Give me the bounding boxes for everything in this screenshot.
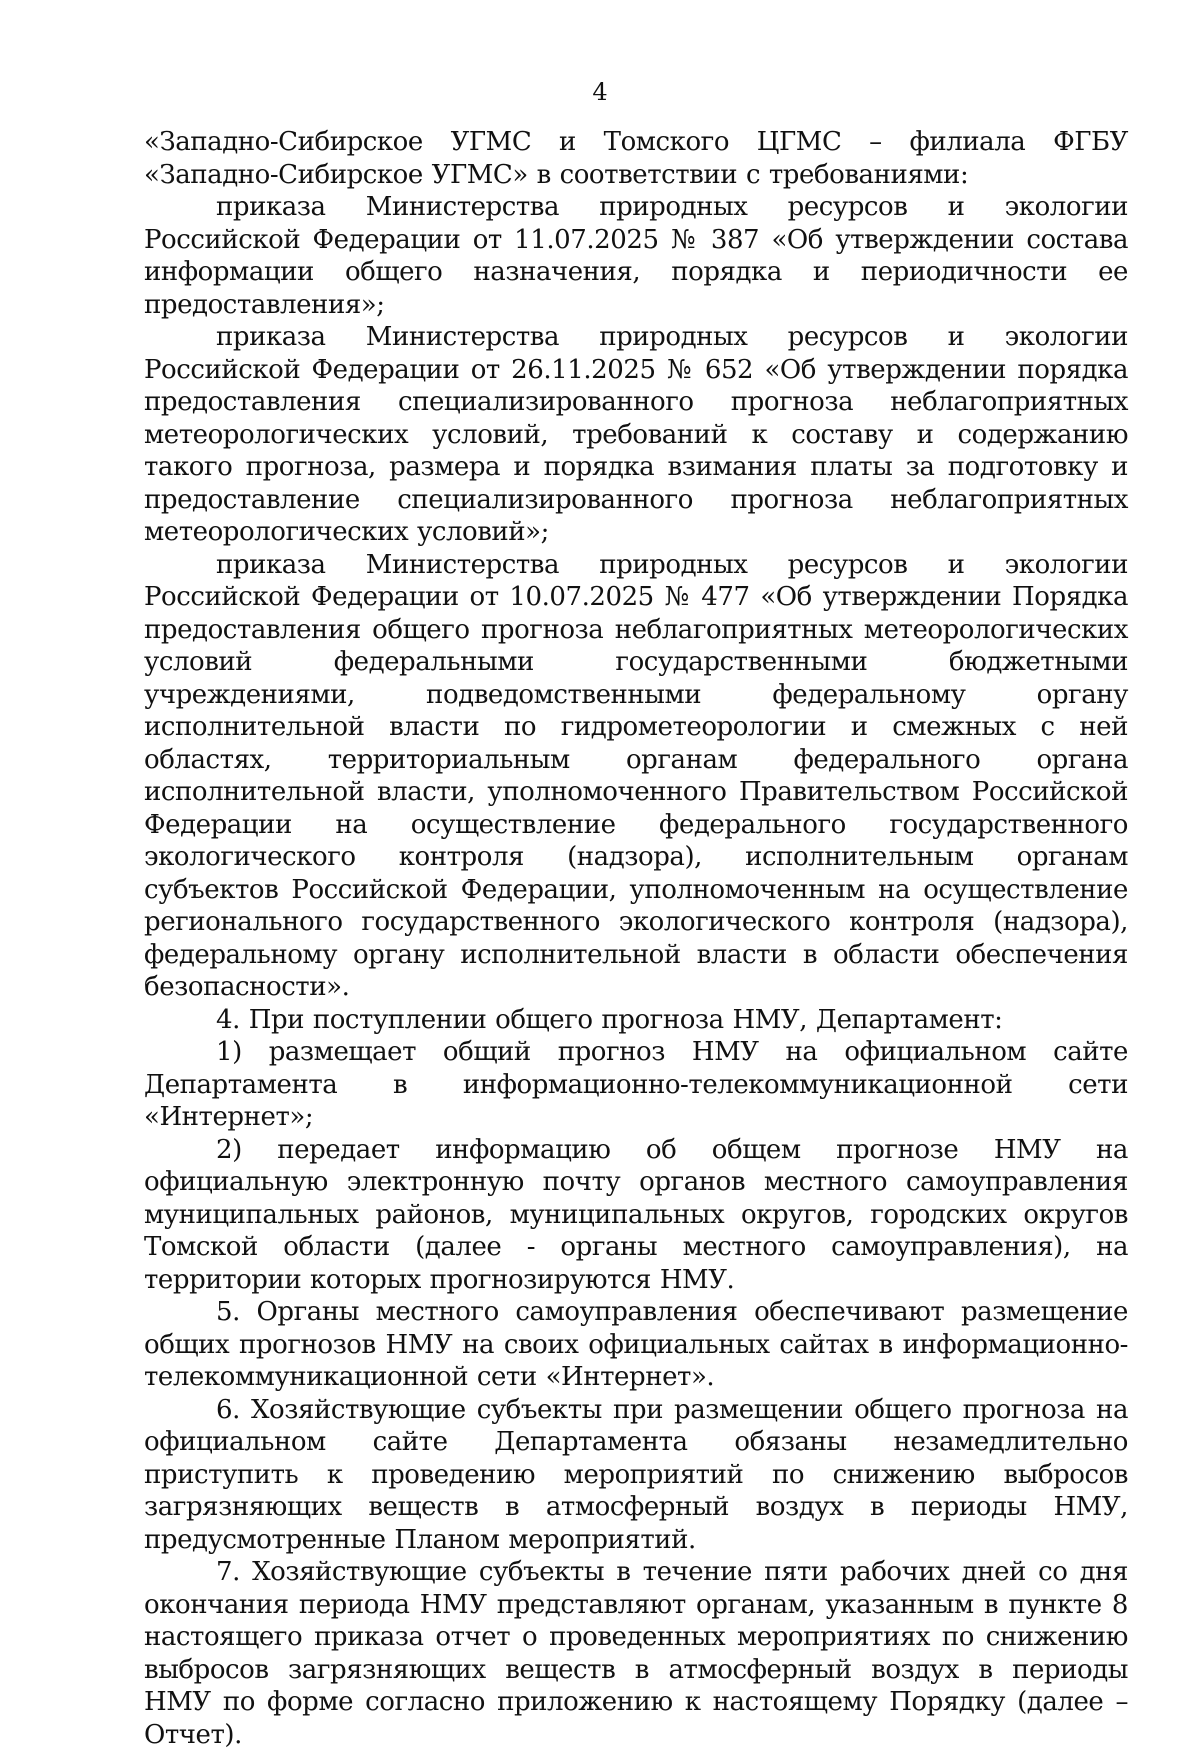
paragraph-item-5: 5. Органы местного самоуправления обеспечивают размещение общих прогнозов НМУ на своих официальных сайтах в информационно-телекоммуникационной сети «Интернет». — [144, 1297, 1128, 1392]
page-number: 4 — [592, 78, 608, 106]
paragraph-item-4-1: 1) размещает общий прогноз НМУ на официальном сайте Департамента в информационно-телекоммуникационной сети «Интернет»; — [144, 1037, 1128, 1132]
paragraph-order-477: приказа Министерства природных ресурсов и экологии Российской Федерации от 10.07.2025 № 477 «Об утверждении Порядка предоставления общего прогноза неблагоприятных метеорологических условий федеральными государственными бюджетными учреждениями, подведомственными федеральному органу исполнительной власти по гидрометеорологии и смежных с ней областях, территориальным органам федерального органа исполнительной власти, уполномоченного Правительством Российской Федерации на осуществление федерального государственного экологического контроля (надзора), исполнительным органам субъектов Российской Федерации, уполномоченным на осуществление регионального государственного экологического контроля (надзора), федеральному органу исполнительной власти в области обеспечения безопасности». — [144, 549, 1128, 1002]
paragraph-intro-continuation: «Западно-Сибирское УГМС и Томского ЦГМС – филиала ФГБУ «Западно-Сибирское УГМС» в соответствии с требованиями: — [144, 127, 1128, 190]
paragraph-item-4-2: 2) передает информацию об общем прогнозе НМУ на официальную электронную почту органов местного самоуправления муниципальных районов, муниципальных округов, городских округов Томской области (далее - органы местного самоуправления), на территории которых прогнозируются НМУ. — [144, 1134, 1128, 1295]
document-body — [144, 126, 1128, 1751]
paragraph-order-652: приказа Министерства природных ресурсов и экологии Российской Федерации от 26.11.2025 № 652 «Об утверждении порядка предоставления специализированного прогноза неблагоприятных метеорологических условий, требований к составу и содержанию такого прогноза, размера и порядка взимания платы за подготовку и предоставление специализированного прогноза неблагоприятных метеорологических условий»; — [144, 322, 1128, 547]
paragraph-order-387: приказа Министерства природных ресурсов и экологии Российской Федерации от 11.07.2025 № 387 «Об утверждении состава информации общего назначения, порядка и периодичности ее предоставления»; — [144, 192, 1128, 320]
paragraph-item-4: 4. При поступлении общего прогноза НМУ, Департамент: — [216, 1004, 1003, 1035]
paragraph-item-7: 7. Хозяйствующие субъекты в течение пяти рабочих дней со дня окончания периода НМУ представляют органам, указанным в пункте 8 настоящего приказа отчет о проведенных мероприятиях по снижению выбросов загрязняющих веществ в атмосферный воздух в периоды НМУ по форме согласно приложению к настоящему Порядку (далее – Отчет). — [144, 1557, 1128, 1750]
paragraph-item-6: 6. Хозяйствующие субъекты при размещении общего прогноза на официальном сайте Департамента обязаны незамедлительно приступить к проведению мероприятий по снижению выбросов загрязняющих веществ в атмосферный воздух в периоды НМУ, предусмотренные Планом мероприятий. — [144, 1394, 1128, 1555]
